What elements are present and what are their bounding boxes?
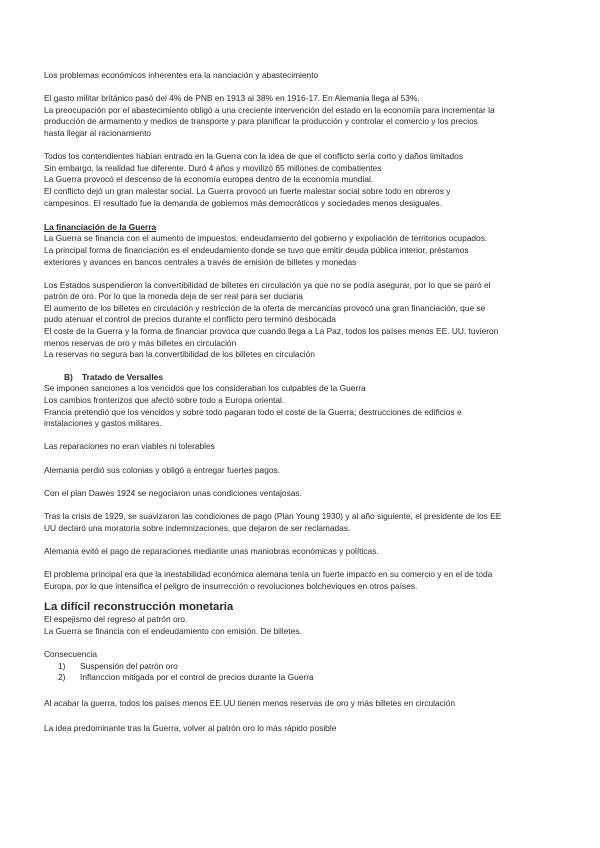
text-line: El problema principal era que la inestabilidad económica alemana tenía un fuerte impacto en su comercio y en el de toda <box>44 568 493 579</box>
paragraph-versalles <box>44 383 560 429</box>
text-line: Los Estados suspendieron la convertibilidad de billetes en circulación ya que no se podía asegurar, por lo que se paró el <box>44 279 491 290</box>
text-line: La Guerra provocó el descenso de la economía europea dentro de la economía mundial. <box>44 174 374 185</box>
text-line: La Guerra se financia con el aumento de impuestos, endeudamiento del gobierno y expoliación de territorios ocupados. <box>44 233 488 244</box>
heading-versalles-title: Tratado de Versalles <box>82 371 164 382</box>
heading-versalles <box>44 372 560 384</box>
intro-line: Los problemas económicos inherentes era la nanciación y abastecimiento <box>44 70 319 80</box>
paragraph-maniobras: Alemania evitó el pago de reparaciones mediante unas maniobras económicas y políticas. <box>44 545 379 556</box>
text-line: El gasto militar británico pasó del 4% de PNB en 1913 al 38% en 1916-17. En Alemania llega al 53%. <box>44 93 420 104</box>
text-line: Tras la crisis de 1929, se suavizaron las condiciones de pago (Plan Young 1930) y al año siguiente, el presidente de los EE <box>44 510 502 521</box>
text-line: El aumento de los billetes en circulación y restricción de la oferta de mercancías provocó una gran financiación, que se <box>44 302 486 313</box>
list-item <box>44 672 560 684</box>
text-line: patrón de oro. Por lo que la moneda deja de ser real para ser duciaria <box>44 291 303 302</box>
paragraph-reparaciones: Las reparaciones no eran viables ni tolerables <box>44 441 215 452</box>
paragraph-crisis-1929 <box>44 511 560 534</box>
text-line: Sin embargo, la realidad fue diferente. Duró 4 años y movilizó 65 millones de combatientes <box>44 162 382 173</box>
paragraph-convertibilidad <box>44 280 560 361</box>
text-line: El espejismo del regreso al patrón oro. <box>44 614 188 625</box>
text-line: La reservas no segura ban la convertibilidad de los billetes en circulación <box>44 349 315 360</box>
text-line: Todos los contendientes habían entrado en la Guerra con la idea de que el conflicto sería corto y daños limitados <box>44 151 464 162</box>
text-line: La Guerra se financia con el endeudamiento con emisión. De billetes. <box>44 625 302 636</box>
text-line: instalaciones y gastos militares. <box>44 418 162 429</box>
list-item <box>44 661 560 673</box>
text-line: Los cambios fronterizos que afectó sobre todo a Europa oriental. <box>44 395 285 406</box>
paragraph-idea-predominante: La idea predominante tras la Guerra, volver al patrón oro lo más rápido posible <box>44 723 337 734</box>
paragraph-plan-dawes: Con el plan Dawes 1924 se negociaron unas condiciones ventajosas. <box>44 487 302 498</box>
list-item-text: Inflanccion mitigada por el control de precios durante la Guerra <box>80 672 314 683</box>
text-line: Se imponen sanciones a los vencidos que los consideraban los culpables de la Guerra <box>44 383 366 394</box>
text-line: El coste de la Guerra y la forma de financiar provoca que cuando llega a La Paz, todos los países menos EE. UU. tuvieron <box>44 326 499 337</box>
consecuencias-list <box>44 661 560 684</box>
paragraph-al-acabar: Al acabar la guerra, todos los países menos EE.UU tienen menos reservas de oro y más billetes en circulación <box>44 697 456 708</box>
paragraph-financiacion <box>44 233 560 268</box>
text-line: La principal forma de financiación es el endeudamiento donde se tuvo que emitir deuda pública interior, préstamos <box>44 244 469 255</box>
paragraph-colonias: Alemania perdió sus colonias y obligó a entregar fuertes pagos. <box>44 464 281 475</box>
text-line: exteriores y avances en bancos centrales a través de emisión de billetes y monedas <box>44 256 357 267</box>
paragraph-espejismo <box>44 614 560 637</box>
heading-versalles-number: B) <box>64 371 73 382</box>
heading-financiacion: La financiación de la Guerra <box>44 221 157 232</box>
paragraph-problema-principal <box>44 569 560 592</box>
text-line: Europa, por lo que intensifica el peligro de insurrección o revoluciones bolcheviques en otros países. <box>44 580 418 591</box>
document-page <box>44 70 560 735</box>
text-line: UU declaró una moratoria sobre indemnizaciones, que dejaron de ser reclamadas. <box>44 522 351 533</box>
text-line: campesinos. El resultado fue la demanda de gobiernos más democráticos y sociedades menos desiguales. <box>44 197 443 208</box>
list-item-number: 2) <box>58 672 66 683</box>
text-line: La preocupación por el abastecimiento obligó a una creciente intervención del estado en la economía para incrementar la <box>44 104 495 115</box>
consecuencia-label: Consecuencia <box>44 648 98 659</box>
text-line: hasta llegar al racionamiento <box>44 127 152 138</box>
text-line: pudo atenuar el control de precios durante el conflicto pero terminó desbocada <box>44 314 336 325</box>
heading-reconstruccion: La difícil reconstrucción monetaria <box>44 601 234 614</box>
list-item-number: 1) <box>58 660 66 671</box>
text-line: menos reservas de oro y más billetes en circulación <box>44 337 237 348</box>
text-line: producción de armamento y medios de transporte y para planificar la producción y controlar el comercio y los precios <box>44 116 478 127</box>
paragraph-gasto-militar <box>44 93 560 139</box>
list-item-text: Suspensión del patrón oro <box>80 660 178 671</box>
paragraph-contendientes <box>44 151 560 209</box>
text-line: El conflicto dejó un gran malestar social. La Guerra provocó un fuerte malestar social sobre todo en obreros y <box>44 185 451 196</box>
text-line: Francia pretendió que los vencidos y sobre todo pagaran todo el coste de la Guerra; destrucciones de edificios e <box>44 406 462 417</box>
